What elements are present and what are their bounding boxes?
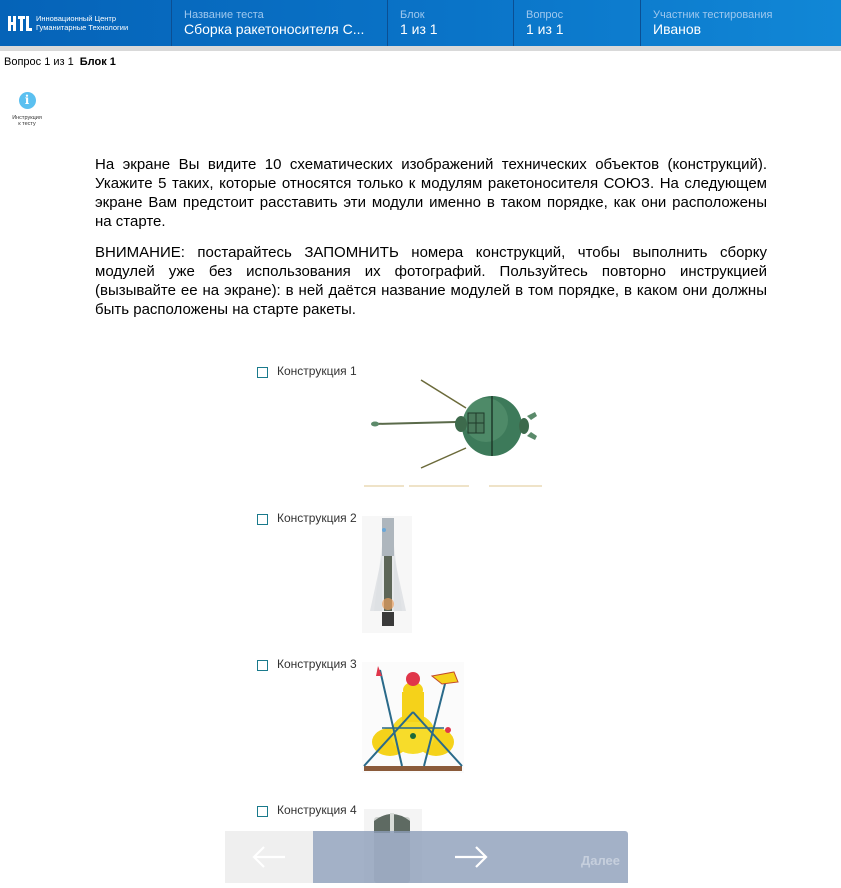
company-logo [0, 0, 172, 46]
logo-line2: Гуманитарные Технологии [36, 23, 129, 32]
option-checkbox[interactable] [257, 806, 268, 817]
next-button-label: Далее [580, 853, 620, 868]
question-text [95, 155, 767, 331]
block-label: Блок [400, 9, 425, 21]
info-icon: i [19, 92, 36, 109]
breadcrumb-block: Блок 1 [79, 56, 116, 68]
option-label: Конструкция 3 [277, 657, 357, 671]
option-3[interactable] [257, 657, 357, 672]
question-label: Вопрос [526, 9, 564, 21]
participant-cell [641, 0, 841, 46]
option-label: Конструкция 1 [277, 364, 357, 378]
next-button[interactable] [313, 831, 628, 883]
top-header [0, 0, 841, 46]
logo-line1: Инновационный Центр [36, 14, 116, 23]
block-value: 1 из 1 [400, 21, 438, 37]
instructions-label-line1: Инструкция [12, 115, 42, 121]
arrow-right-icon [453, 846, 489, 868]
participant-label: Участник тестирования [653, 9, 773, 21]
question-paragraph-1: На экране Вы видите 10 схематических изображений технических объектов (конструкций). Укажите 5 таких, которые относятся только к модулям ракетоносителя СОЮЗ. На следующем экране Вам предстоит расставить эти модули именно в таком порядке, как они расположены на старте. [95, 156, 767, 230]
option-3-image [362, 662, 464, 773]
question-value: 1 из 1 [526, 21, 564, 37]
participant-value: Иванов [653, 21, 702, 37]
breadcrumb [4, 56, 116, 68]
test-name-cell [172, 0, 388, 46]
header-divider [0, 46, 841, 51]
option-checkbox[interactable] [257, 367, 268, 378]
test-name-value: Сборка ракетоносителя С... [184, 21, 365, 37]
option-checkbox[interactable] [257, 660, 268, 671]
option-4[interactable] [257, 803, 357, 818]
option-1[interactable] [257, 364, 357, 379]
question-paragraph-2: ВНИМАНИЕ: постарайтесь ЗАПОМНИТЬ номера конструкций, чтобы выполнить сборку модулей уже без использования их фотографий. Пользуйтесь повторно инструкцией (вызывайте ее на экране): в ней даётся название модулей в том порядке, в каком они должны быть расположены на старте ракеты. [95, 244, 767, 318]
option-2-image [362, 516, 412, 633]
previous-button[interactable] [225, 831, 313, 883]
logo-icon [8, 14, 32, 32]
option-label: Конструкция 2 [277, 511, 357, 525]
option-2[interactable] [257, 511, 357, 526]
block-cell [388, 0, 514, 46]
instructions-label-line2: к тесту [18, 121, 36, 127]
option-checkbox[interactable] [257, 514, 268, 525]
test-name-label: Название теста [184, 9, 264, 21]
question-cell [514, 0, 641, 46]
instructions-button[interactable] [8, 92, 46, 127]
arrow-left-icon [251, 846, 287, 868]
navigation-bar [225, 831, 628, 883]
option-label: Конструкция 4 [277, 803, 357, 817]
option-1-image [364, 368, 544, 488]
breadcrumb-question: Вопрос 1 из 1 [4, 56, 74, 68]
